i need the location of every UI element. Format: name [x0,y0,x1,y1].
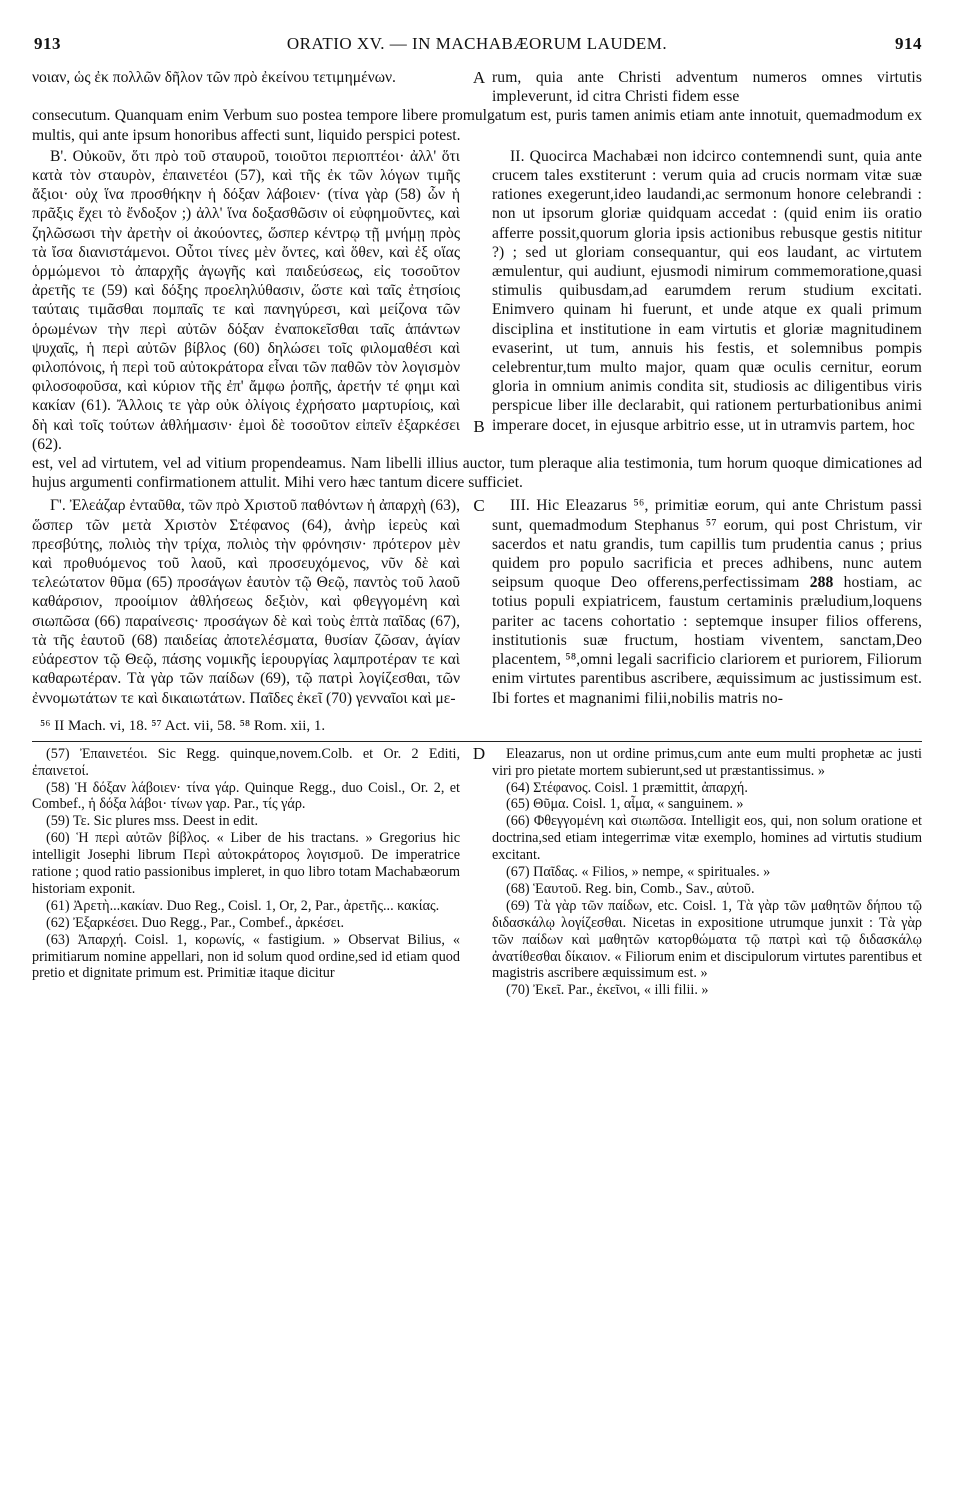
note-63-continued: Eleazarus, non ut ordine primus,cum ante eum multi prophetæ ac justi viri pro pietate mortem subierunt,sed ut præstantissimus. » [492,745,922,779]
notes-left-column [32,746,472,1000]
greek-text-section-2: Β'. Οὐκοῦν, ὅτι πρὸ τοῦ σταυροῦ, τοιοῦτοι περιοπτέοι· ἀλλ' ὅτι κατὰ τὸν σταυρὸν, ἐπαινετέοι (57), καὶ τῆς ἐκ τῶν λόγων τιμῆς ἄξιοι· οὐχ ἵνα προσθήκην ἡ δόξαν λάβοιεν· (τίνα γὰρ (58) ὧν ἡ πρᾶξις ἔχει τὸ ἔνδοξον ;) ἀλλ' ἵνα δοξασθῶσιν οἱ εὐφημοῦντες, καὶ ζηλῶσωσι τὴν ἀρετὴν οἱ ἀκούοντες, ὥσπερ κέντρῳ τῇ μνήμῃ πρὸς τὰ ἴσα διανιστάμενοι. Οὗτοι τίνες μὲν ὄντες, καὶ ὅθεν, καὶ ἐξ οἵας ὁρμώμενοι τὸ ἀπαρχῆς ἀγωγῆς καὶ παιδεύσεως, εἰς τοσοῦτον ἀρετῆς τε (59) καὶ δόξης προεληλύθασιν, ὥστε καὶ ταῖς ἐτησίοις ταύταις τιμᾶσθαι πομπαῖς τε καὶ πανηγύρεσι, καὶ μείζονα τῶν ὁρωμένων τὴν περὶ αὐτῶν δόξαν ἐναποκεῖσθαι ταῖς ἁπάντων ψυχαῖς, ἡ περὶ αὐτῶν βίβλος (60) δηλώσει τοῖς φιλομαθέσι καὶ φιλοπόνοις, ἡ περὶ τοῦ αὐτοκράτορα εἶναι τῶν παθῶν τὸν λογισμὸν φιλοσοφοῦσα, καὶ κύριον τῆς ἐπ' ἄμφω ῥοπῆς, ἀρετήν τέ φημι καὶ κακίαν (61). Ἄλλοις τε γὰρ οὐκ ὀλίγοις ἐχρήσατο μαρτυρίοις, καὶ δὴ καὶ τοῖς τούτων ἀθλήμασιν· ἐμοὶ δὲ τοσοῦτον εἰπεῖν ἐξαρκέσει (62). [32,147,460,453]
note-68: (68) Ἑαυτοῦ. Reg. bin, Comb., Sav., αὑτοῦ. [506,880,755,897]
marker-b-label: B [473,416,485,436]
critical-notes [32,743,922,1000]
note-57: (57) Ἐπαινετέοι. Sic Regg. quinque,novem.Colb. et Or. 2 Editi, ἐπαινετοί. [32,745,460,779]
running-title: ORATIO XV. — IN MACHABÆORUM LAUDEM. [286,34,668,53]
note-60: (60) Ἡ περὶ αὐτῶν βίβλος. « Liber de his tractans. » Gregorius hic intelligit Josephi librum Περὶ αὐτοκράτορος λογισμοῦ. De imperatrice ratione ; quod ratio passionibus impleret, in quo libro totam Machabæorum historiam exponit. [32,830,460,897]
section-3 [32,496,922,707]
latin-text-top: rum, quia ante Christi adventum numeros omnes virtutis impleverunt, id citra Christi fidem esse [492,69,922,106]
note-61: (61) Ἀρετὴ...κακίαν. Duo Reg., Coisl. 1, Or, 2, Par., ἀρετῆς... κακίας. [46,897,440,914]
section-marker-a: A [472,68,486,87]
section-marker-b [472,147,486,454]
page-number-left: 913 [34,34,61,53]
note-70: (70) Ἐκεῖ. Par., ἐκεῖνοι, « illi filii. » [506,982,709,999]
section-marker-c: C [473,496,485,516]
latin-text-section-3 [486,496,922,707]
column-number: 288 [809,574,834,592]
latin-section-3-part-a: III. Hic Eleazarus ⁵⁶, primitiæ eorum, qui ante Christum passi sunt, quemadmodum Stephanus ⁵⁷ eorum, qui post Christum, vir sacerdos et natu grandis, tum capillis tum prudentia canus ; prius quidem pro populo sacrificia et preces adhibens, nunc autem seipsum quoque Deo offerens,perfectissimam [492,497,922,592]
note-67: (67) Παῖδας. « Filios, » nempe, « spirituales. » [506,864,771,881]
note-58: (58) Ἡ δόξαν λάβοιεν· τίνα γάρ. Quinque Regg., duo Coisl., Or. 2, et Combef., ἡ δόξα λάβοι· τίνων γαρ. Par., τίς γάρ. [32,779,460,813]
note-62: (62) Ἐξαρκέσει. Duo Regg., Par., Combef., ἀρκέσει. [46,914,345,931]
latin-section-3-part-b: hostiam, ac totius populi expiatricem, faustum certaminis præludium,loquens pariter ac tacens cohortatio : septemque insuper filios offerens, institutionis suæ fructum, hostiam viventem, sanctam,Deo placentem, ⁵⁸,omni legali sacrificio clariorem et puriorem, Filiorum enim virtutes parentibus ascribere, æquissimum ac justissimum est. Ibi fortes et magnanimi filii,nobilis matris no- [492,574,922,707]
note-65: (65) Θῦμα. Coisl. 1, αἷμα, « sanguinem. » [506,796,744,813]
section-2 [32,147,922,493]
greek-text-top: νοιαν, ὡς ἐκ πολλῶν δῆλον τῶν πρὸ ἐκείνου τετιμημένων. [32,69,396,86]
note-59: (59) Τε. Sic plures mss. Deest in edit. [46,813,258,830]
page [32,28,922,999]
greek-text-section-3: Γ'. Ἐλεάζαρ ἐνταῦθα, τῶν πρὸ Χριστοῦ παθόντων ἡ ἀπαρχὴ (63), ὥσπερ τῶν μετὰ Χριστὸν Στέφανος (64), ἀνὴρ ἱερεὺς καὶ πρεσβύτης, πολιὸς τὴν τρίχα, πολιὸς τὴν φρόνησιν· πρότερον μὲν καὶ προθυόμενος τοῦ λαοῦ, καὶ προσευχόμενος, νῦν δὲ καὶ τελεώτατον θῦμα (65) προσάγων ἑαυτὸν τῷ Θεῷ, παντὸς τοῦ λαοῦ καθάρσιον, προοίμιον ἀθλήσεως δεξιὸν, καὶ φθεγγομένη καὶ σιωπῶσα (66) παραίνεσις· προσάγων δὲ καὶ τοὺς ἑπτὰ παῖδας (67), τὰ τῆς ἑαυτοῦ (68) παιδείας ἀποτελέσματα, θυσίαν ζῶσαν, ἁγίαν εὐάρεστον τῷ Θεῷ, πάσης νομικῆς ἱερουργίας λαμπροτέραν τε καὶ καθαρωτέραν. Τὰ γὰρ τῶν παίδων (69), τῷ πατρὶ λογίζεσθαι, τῶν ἐννομωτάτων τε καὶ δικαιωτάτων. Παῖδες ἐκεῖ (70) γενναῖοι καὶ με- [32,497,460,707]
note-66: (66) Φθεγγομένη καὶ σιωπῶσα. Intelligit eos, qui, non solum oratione et doctrina,sed etiam integerrimæ vitæ exemplo, homines ad virtutis studium excitant. [492,813,922,864]
note-63: (63) Ἀπαρχή. Coisl. 1, κορωνίς, « fastigium. » Observat Bilius, « primitiarum nomine appellari, non id solum quod ordine,sed id etiam quod pretio et dignitate primum est. Primitiæ itaque dicitur [32,931,460,982]
latin-text-section-2: II. Quocirca Machabæi non idcirco contemnendi sunt, quia ante crucem tales exstiterunt : verum quia ad crucis normam vitæ suæ rationes exegerunt,ideo laudandi,ac sermonum honore celebrandi : non ut ipsorum gloriæ quidquam accedat : (quid enim iis oratio afferre possit,quorum gloria ipsis actionibus rebusque gestis nititur ?) ; sed ut gloriam consequantur, qui eos laudant, ac virtutem æmulentur, qui audiunt, ejusmodi nimirum commemoratione,quasi stimulis quibusdam,ad earumdem rerum studium excitati. Enimvero quinam hi fuerunt, et unde atque ex quali primum disciplina et institutione in eam virtutis et gloriæ magnitudinem evaserint, ut tum, annuis his festis, et solemnibus pompis celebrentur,tum multo major, quam quæ oculis cernitur, eorum gloria in omnium animis condita sit, studiosis ac diligentibus viris perspicue liber ille declarabit, qui rationem perturbationibus animi imperare docet, in ejusque arbitrio esse, ut in utramvis partem, hoc [492,147,922,434]
latin-fullwidth-2: est, vel ad virtutem, vel ad vitium propendeamus. Nam libelli illius auctor, tum pleraque alia testimonia, tum horum quoque dimicationes ad hujus argumenti confirmationem attulit. Mihi vero hæc tantum dicere sufficiet. [32,455,922,492]
scripture-references: ⁵⁶ II Mach. vi, 18. ⁵⁷ Act. vii, 58. ⁵⁸ Rom. xii, 1. [40,717,326,734]
top-block [32,68,922,145]
notes-divider [32,741,922,742]
page-number-right: 914 [895,34,922,53]
note-69: (69) Τὰ γὰρ τῶν παίδων, etc. Coisl. 1, Τὰ γὰρ τῶν μαθητῶν δήπου τῷ διδασκάλῳ λογίζεσθαι. Nicetas in expositione utrumque junxit : Τὰ γὰρ τῶν παίδων καὶ μαθητῶν κατορθώματα τῷ πατρὶ καὶ τῷ διδασκάλῳ ἀνατίθεσθαι δίκαιον. « Filiorum enim et discipulorum virtutes parentibus et magistris ascribere æquissimum est. » [492,897,922,982]
notes-right-column [486,746,922,1000]
running-header [32,28,922,54]
note-64: (64) Στέφανος. Coisl. 1 præmittit, ἀπαρχή. [506,779,748,796]
section-marker-d: D [472,743,486,763]
latin-fullwidth-1: consecutum. Quanquam enim Verbum suo postea tempore libere promulgatum est, puris tamen animis etiam ante innotuit, quemadmodum ex multis, qui ante ipsum honoribus affecti sunt, liquido perspici potest. [32,107,922,144]
